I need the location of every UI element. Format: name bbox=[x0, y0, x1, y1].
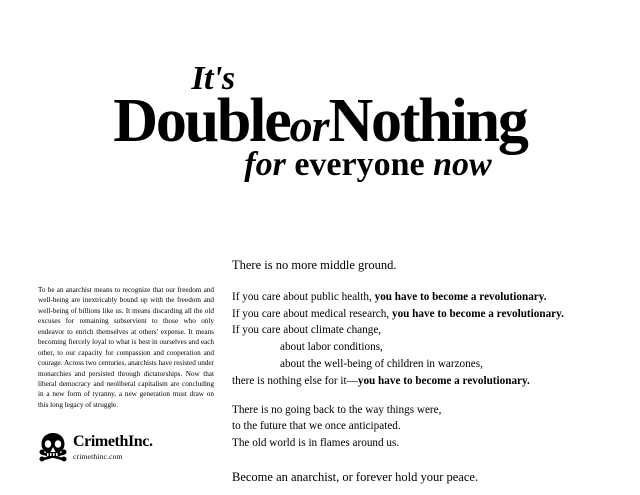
headline-word-for: for bbox=[244, 146, 286, 183]
line-public-health-plain: If you care about public health, bbox=[232, 290, 375, 303]
headline-line-2 bbox=[0, 87, 640, 155]
line-children-warzones-plain: about the well-being of children in warzones, bbox=[280, 357, 483, 370]
line-children-warzones bbox=[232, 356, 604, 373]
headline-word-double: Double bbox=[113, 87, 290, 155]
right-column-heading: There is no more middle ground. bbox=[232, 258, 397, 272]
left-column-text: To be an anarchist means to recognize that our freedom and well-being are inextricably bound up with the freedom and well-being of billions like us. It means discarding all the old excuses for remaining subservient to those who only endeavor to enrich themselves at others' expense. It means becoming fiercely loyal to what is best in ourselves and each other, to our capacity for compassion and cooperation and courage. Across two centuries, anarchists have resisted under monarchies and persisted through dictatorships. Now that liberal democracy and neoliberal capitalism are concluding in a new form of tyranny, a new generation must draw on this long legacy of struggle. bbox=[38, 286, 214, 409]
headline-word-or: or bbox=[289, 100, 329, 151]
right-column-block-1 bbox=[232, 289, 604, 390]
right-column-block-2 bbox=[232, 402, 604, 452]
line-medical-research-plain: If you care about medical research, bbox=[232, 307, 392, 320]
line-nothing-else-bold: you have to become a revolutionary. bbox=[357, 374, 530, 387]
line-climate-change bbox=[232, 322, 604, 339]
line-public-health-bold: you have to become a revolutionary. bbox=[374, 290, 547, 303]
line-medical-research bbox=[232, 306, 604, 323]
logo-name: CrimethInc. bbox=[73, 432, 153, 450]
headline-word-nothing: Nothing bbox=[328, 87, 527, 155]
headline bbox=[0, 62, 640, 182]
headline-word-everyone: everyone bbox=[294, 146, 425, 183]
line-old-world-flames: The old world is in flames around us. bbox=[232, 437, 400, 450]
right-column bbox=[232, 256, 604, 487]
line-medical-research-bold: you have to become a revolutionary. bbox=[391, 307, 564, 320]
line-public-health bbox=[232, 289, 604, 306]
line-future-anticipated: to the future that we once anticipated. bbox=[232, 420, 401, 433]
logo-text-group bbox=[73, 434, 153, 461]
crimethinc-logo[interactable] bbox=[38, 432, 228, 462]
skull-and-crossbones-icon bbox=[38, 432, 68, 462]
line-nothing-else-plain: there is nothing else for it— bbox=[232, 374, 358, 387]
line-labor-conditions bbox=[232, 339, 604, 356]
right-column-final-line: Become an anarchist, or forever hold your peace. bbox=[232, 469, 479, 484]
headline-word-now: now bbox=[433, 146, 492, 183]
headline-line-1: It's bbox=[191, 60, 235, 97]
line-labor-conditions-plain: about labor conditions, bbox=[280, 341, 383, 354]
line-nothing-else bbox=[232, 373, 604, 390]
line-no-going-back: There is no going back to the way things were, bbox=[232, 403, 442, 416]
logo-url[interactable]: crimethinc.com bbox=[73, 451, 123, 461]
line-climate-change-plain: If you care about climate change, bbox=[232, 324, 382, 337]
